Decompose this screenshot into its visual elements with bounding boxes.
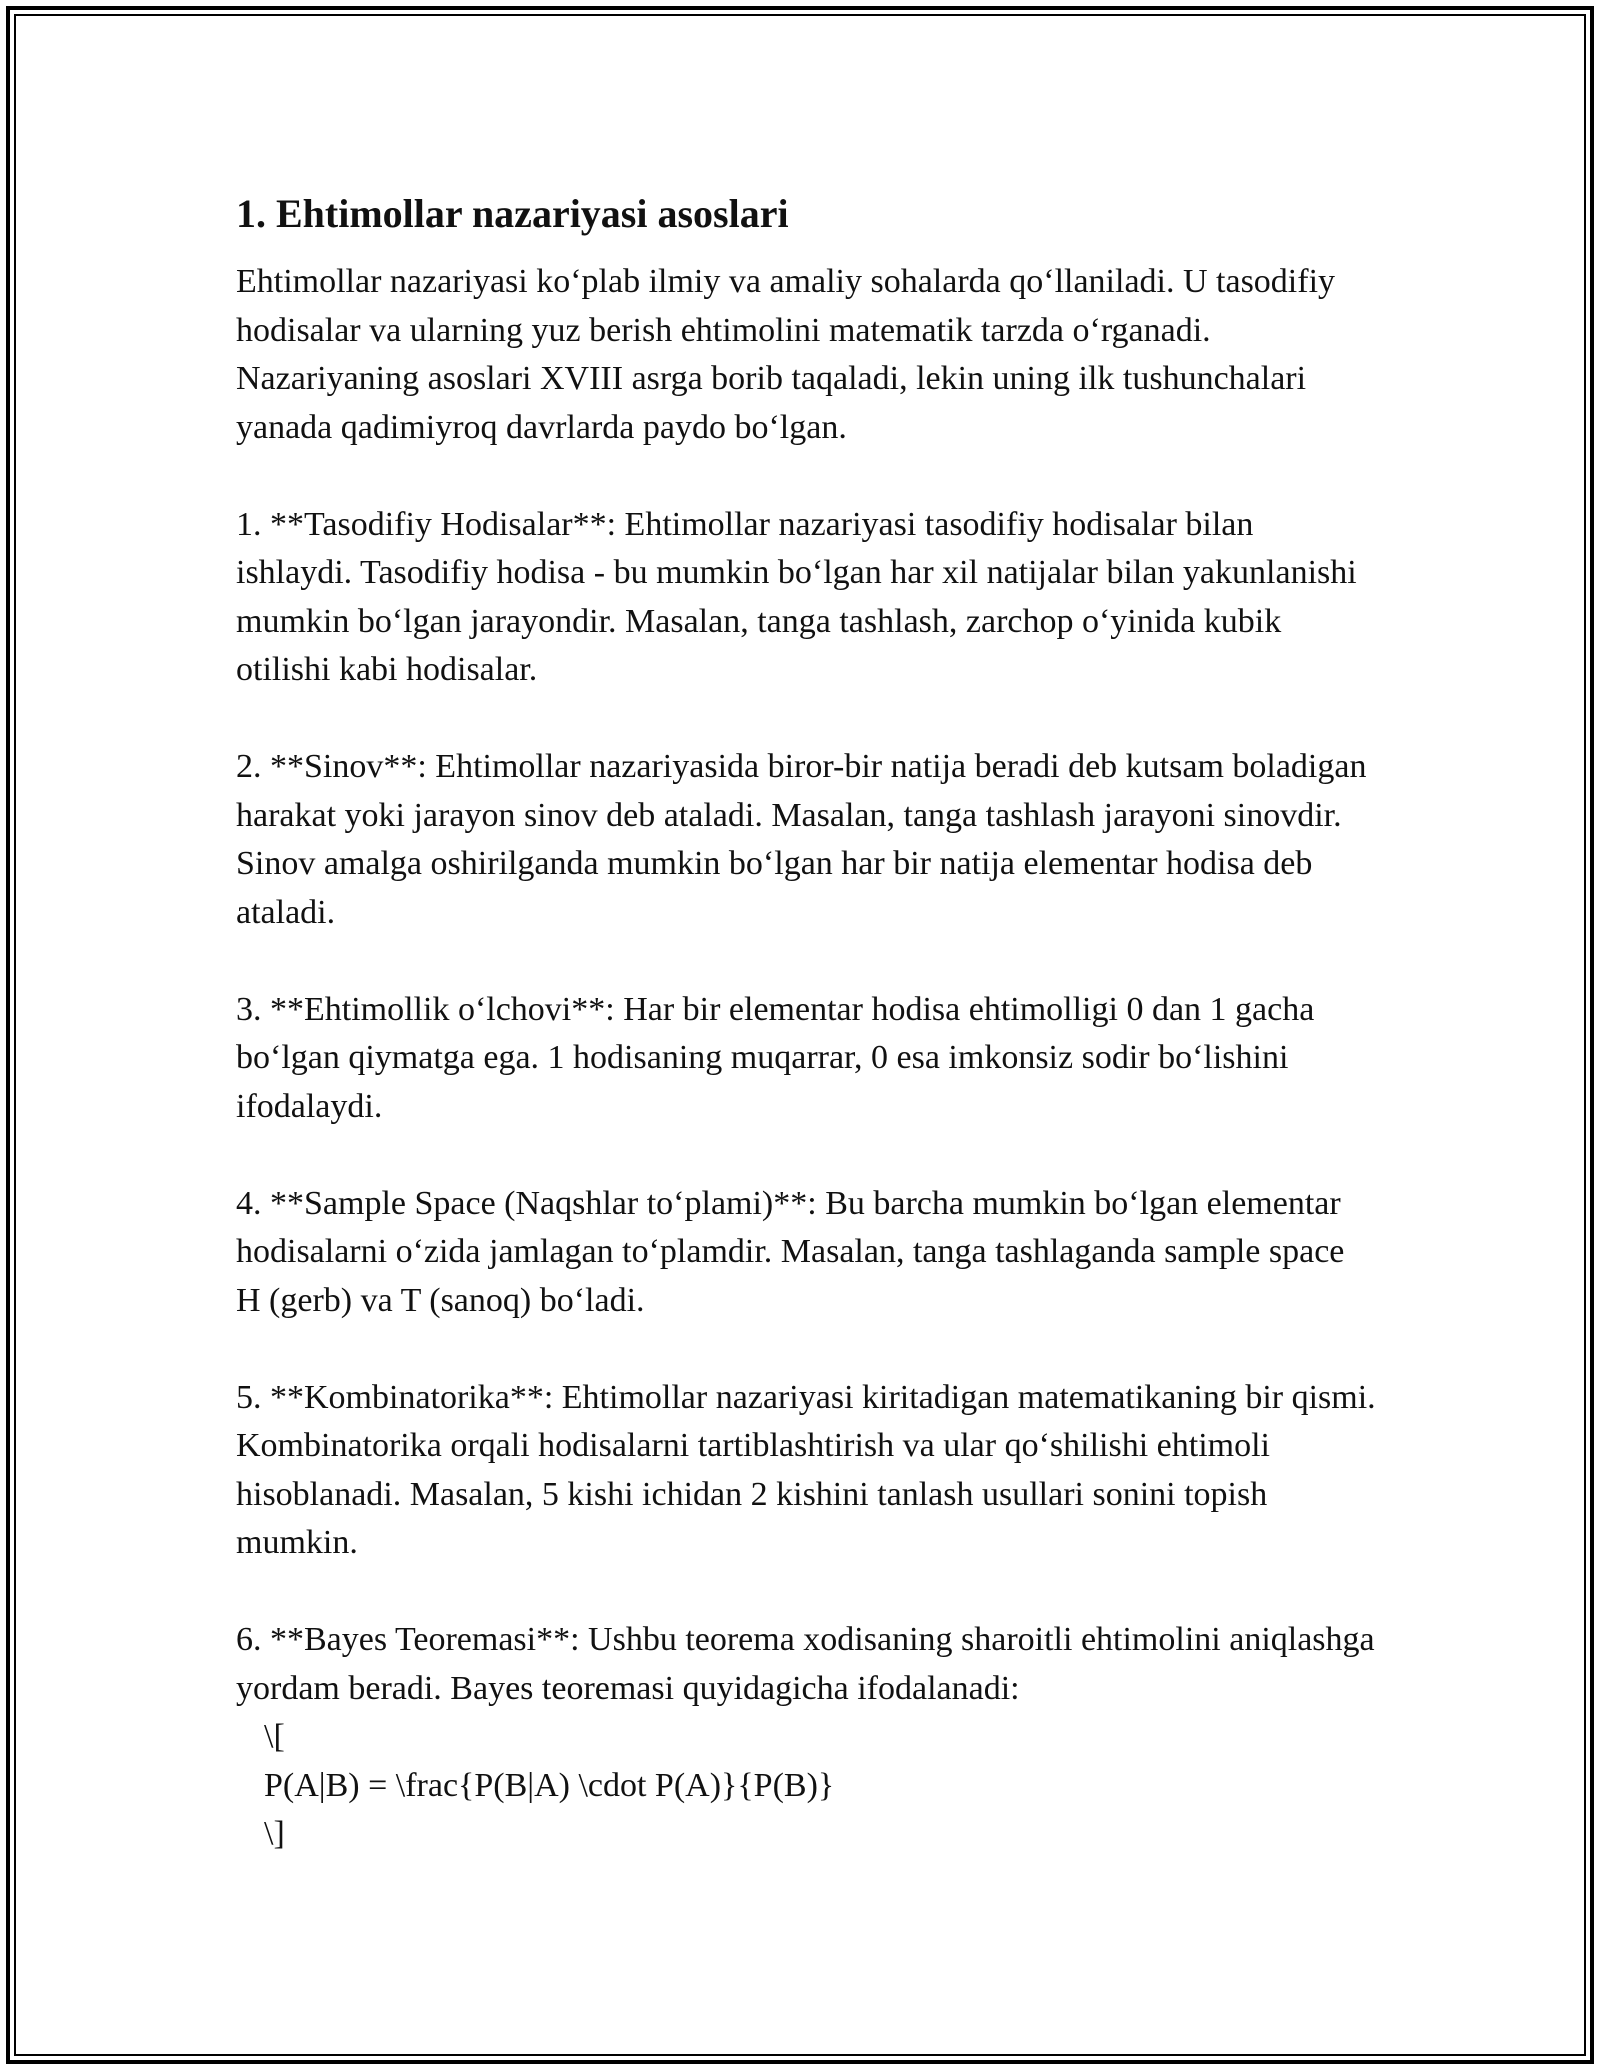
document-page <box>236 188 1376 1859</box>
list-item-probability-measure: 3. **Ehtimollik o‘lchovi**: Har bir elementar hodisa ehtimolligi 0 dan 1 gacha bo‘lgan qiymatga ega. 1 hodisaning muqarrar, 0 esa imkonsiz sodir bo‘lishini ifodalaydi. <box>236 990 1315 1125</box>
section-heading: 1. Ehtimollar nazariyasi asoslari <box>236 191 789 236</box>
equation-close-delimiter: \] <box>264 1815 285 1852</box>
bayes-equation <box>236 1713 1376 1859</box>
equation-open-delimiter: \[ <box>264 1718 285 1755</box>
list-item-sample-space: 4. **Sample Space (Naqshlar to‘plami)**: Bu barcha mumkin bo‘lgan elementar hodisalarni o‘zida jamlagan to‘plamdir. Masalan, tanga tashlaganda sample space H (gerb) va T (sanoq) bo‘ladi. <box>236 1184 1345 1319</box>
equation-body: P(A|B) = \frac{P(B|A) \cdot P(A)}{P(B)} <box>264 1766 835 1804</box>
list-item-bayes-theorem: 6. **Bayes Teoremasi**: Ushbu teorema xodisaning sharoitli ehtimolini aniqlashga yordam beradi. Bayes teoremasi quyidagicha ifodalanadi: <box>236 1621 1375 1707</box>
intro-paragraph: Ehtimollar nazariyasi ko‘plab ilmiy va amaliy sohalarda qo‘llaniladi. U tasodifiy hodisalar va ularning yuz berish ehtimolini matematik tarzda o‘rganadi. Nazariyaning asoslari XVIII asrga borib taqaladi, lekin uning ilk tushunchalari yanada qadimiyroq davrlarda paydo bo‘lgan. <box>236 263 1336 446</box>
list-item-trial: 2. **Sinov**: Ehtimollar nazariyasida biror-bir natija beradi deb kutsam boladigan harakat yoki jarayon sinov deb ataladi. Masalan, tanga tashlash jarayoni sinovdir. Sinov amalga oshirilganda mumkin bo‘lgan har bir natija elementar hodisa deb ataladi. <box>236 748 1367 931</box>
list-item-combinatorics: 5. **Kombinatorika**: Ehtimollar nazariyasi kiritadigan matematikaning bir qismi. Kombinatorika orqali hodisalarni tartiblashtirish va ular qo‘shilishi ehtimoli hisoblanadi. Masalan, 5 kishi ichidan 2 kishini tanlash usullari sonini topish mumkin. <box>236 1378 1376 1561</box>
list-item-random-events: 1. **Tasodifiy Hodisalar**: Ehtimollar nazariyasi tasodifiy hodisalar bilan ishlaydi. Tasodifiy hodisa - bu mumkin bo‘lgan har xil natijalar bilan yakunlanishi mumkin bo‘lgan jarayondir. Masalan, tanga tashlash, zarchop o‘yinida kubik otilishi kabi hodisalar. <box>236 505 1357 688</box>
